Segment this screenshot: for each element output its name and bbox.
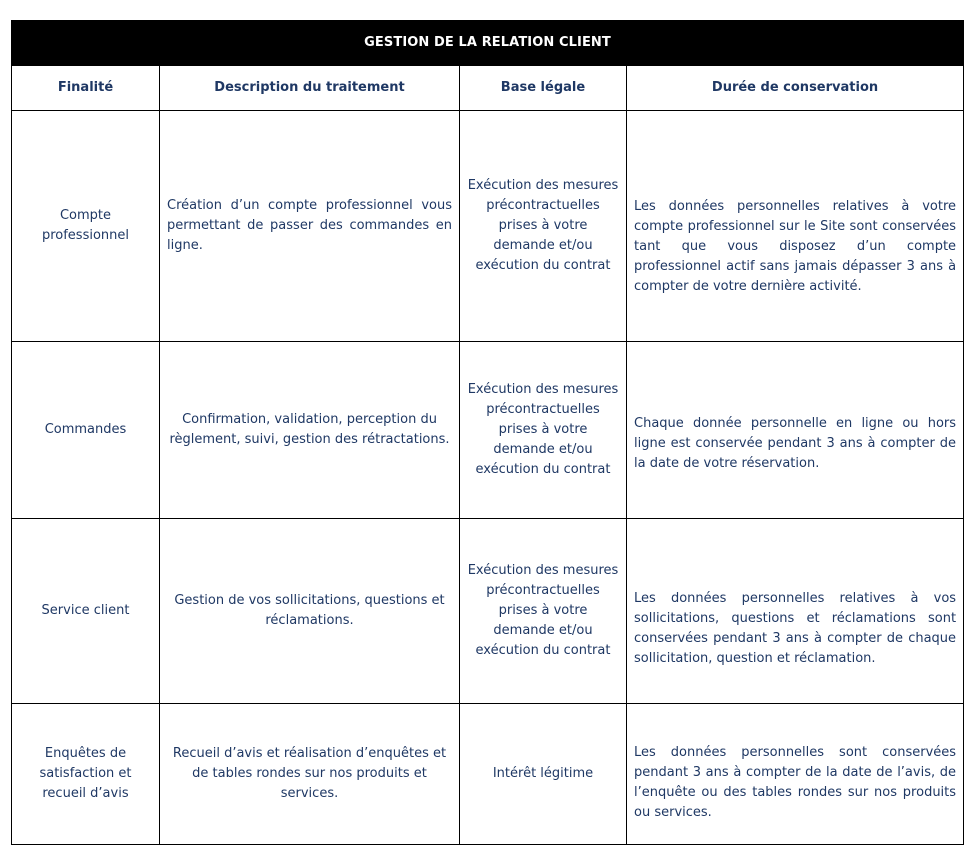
row-finalite: Service client xyxy=(12,519,160,704)
row-duree: Les données personnelles relatives à votre compte professionnel sur le Site sont conservées tant que vous disposez d’un compte professionnel actif sans jamais dépasser 3 ans à compter de votre dernière activité. xyxy=(627,111,964,342)
row-description: Confirmation, validation, perception du règlement, suivi, gestion des rétractations. xyxy=(160,342,460,519)
row-base-legale: Exécution des mesures précontractuelles prises à votre demande et/ou exécution du contrat xyxy=(460,111,627,342)
table-title: GESTION DE LA RELATION CLIENT xyxy=(12,21,964,66)
header-description: Description du traitement xyxy=(160,66,460,111)
table-header-row xyxy=(12,66,964,111)
row-description: Recueil d’avis et réalisation d’enquêtes et de tables rondes sur nos produits et services. xyxy=(160,704,460,845)
header-base-legale: Base légale xyxy=(460,66,627,111)
row-finalite: Enquêtes de satisfaction et recueil d’avis xyxy=(12,704,160,845)
table-row xyxy=(12,704,964,845)
data-processing-table xyxy=(11,20,964,845)
row-duree: Chaque donnée personnelle en ligne ou hors ligne est conservée pendant 3 ans à compter de la date de votre réservation. xyxy=(627,342,964,519)
row-base-legale: Intérêt légitime xyxy=(460,704,627,845)
row-base-legale: Exécution des mesures précontractuelles prises à votre demande et/ou exécution du contrat xyxy=(460,519,627,704)
table-row xyxy=(12,342,964,519)
table-row xyxy=(12,519,964,704)
row-base-legale: Exécution des mesures précontractuelles prises à votre demande et/ou exécution du contrat xyxy=(460,342,627,519)
row-description: Gestion de vos sollicitations, questions et réclamations. xyxy=(160,519,460,704)
row-description: Création d’un compte professionnel vous permettant de passer des commandes en ligne. xyxy=(160,111,460,342)
row-finalite: Compte professionnel xyxy=(12,111,160,342)
row-duree: Les données personnelles relatives à vos sollicitations, questions et réclamations sont conservées pendant 3 ans à compter de chaque sollicitation, question et réclamation. xyxy=(627,519,964,704)
row-duree: Les données personnelles sont conservées pendant 3 ans à compter de la date de l’avis, de l’enquête ou des tables rondes sur nos produits ou services. xyxy=(627,704,964,845)
header-duree: Durée de conservation xyxy=(627,66,964,111)
row-finalite: Commandes xyxy=(12,342,160,519)
table-title-row xyxy=(12,21,964,66)
table-row xyxy=(12,111,964,342)
header-finalite: Finalité xyxy=(12,66,160,111)
